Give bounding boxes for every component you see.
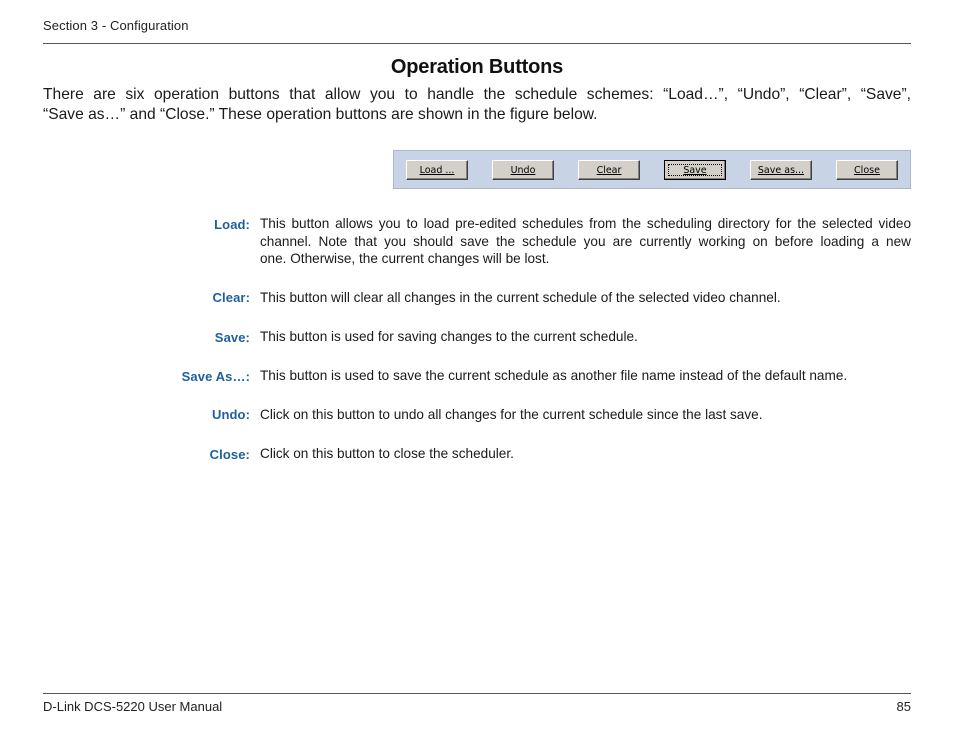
close-button-label: Close: [854, 164, 880, 176]
save-as-button-label: Save as...: [757, 164, 805, 176]
section-header: Section 3 - Configuration: [43, 18, 189, 33]
definition-load-line-1: This button allows you to load pre-edited schedules from the scheduling directory for the selected video: [260, 216, 911, 231]
definition-term-save: Save:: [214, 330, 250, 345]
definition-load-line-3: one. Otherwise, the current changes will be lost.: [260, 251, 550, 267]
load-button-label: Load ...: [419, 164, 455, 176]
definition-term-save-as: Save As…:: [181, 369, 250, 384]
page-title: Operation Buttons: [390, 56, 564, 78]
definition-desc-save: This button is used for saving changes to the current schedule.: [260, 329, 638, 344]
footer-rule: [43, 693, 911, 694]
operation-button-bar: [393, 150, 911, 189]
definition-term-load: Load:: [214, 217, 250, 232]
header-rule: [43, 43, 911, 44]
page-number: 85: [896, 699, 911, 714]
clear-button-label: Clear: [596, 164, 622, 176]
footer-manual-name: D-Link DCS-5220 User Manual: [43, 699, 223, 714]
definition-desc-save-as: This button is used to save the current schedule as another file name instead of the default name.: [260, 368, 848, 383]
intro-paragraph: [43, 85, 911, 125]
clear-button[interactable]: [578, 160, 640, 180]
undo-button[interactable]: [492, 160, 554, 180]
definition-term-undo: Undo:: [211, 407, 250, 422]
definition-term-clear: Clear:: [212, 290, 250, 305]
definition-desc-close: Click on this button to close the scheduler.: [260, 446, 514, 461]
definition-desc-undo: Click on this button to undo all changes for the current schedule since the last save.: [260, 407, 763, 422]
intro-line-2: “Save as…” and “Close.” These operation buttons are shown in the figure below.: [43, 106, 598, 123]
definition-load-line-2: channel. Note that you should save the schedule you are currently working on before loading a new: [260, 233, 911, 249]
definition-desc-clear: This button will clear all changes in the current schedule of the selected video channel.: [260, 290, 781, 305]
close-button[interactable]: [836, 160, 898, 180]
definition-desc-load: [260, 215, 911, 268]
definition-term-close: Close:: [209, 447, 250, 462]
load-button[interactable]: [406, 160, 468, 180]
save-button-label: Save: [683, 164, 707, 176]
intro-line-1: There are six operation buttons that allow you to handle the schedule schemes: “Load…”, “Undo”, “Clear”, “Save”,: [43, 86, 911, 103]
undo-button-label: Undo: [510, 164, 536, 176]
save-as-button[interactable]: [750, 160, 812, 180]
save-button[interactable]: [664, 160, 726, 180]
